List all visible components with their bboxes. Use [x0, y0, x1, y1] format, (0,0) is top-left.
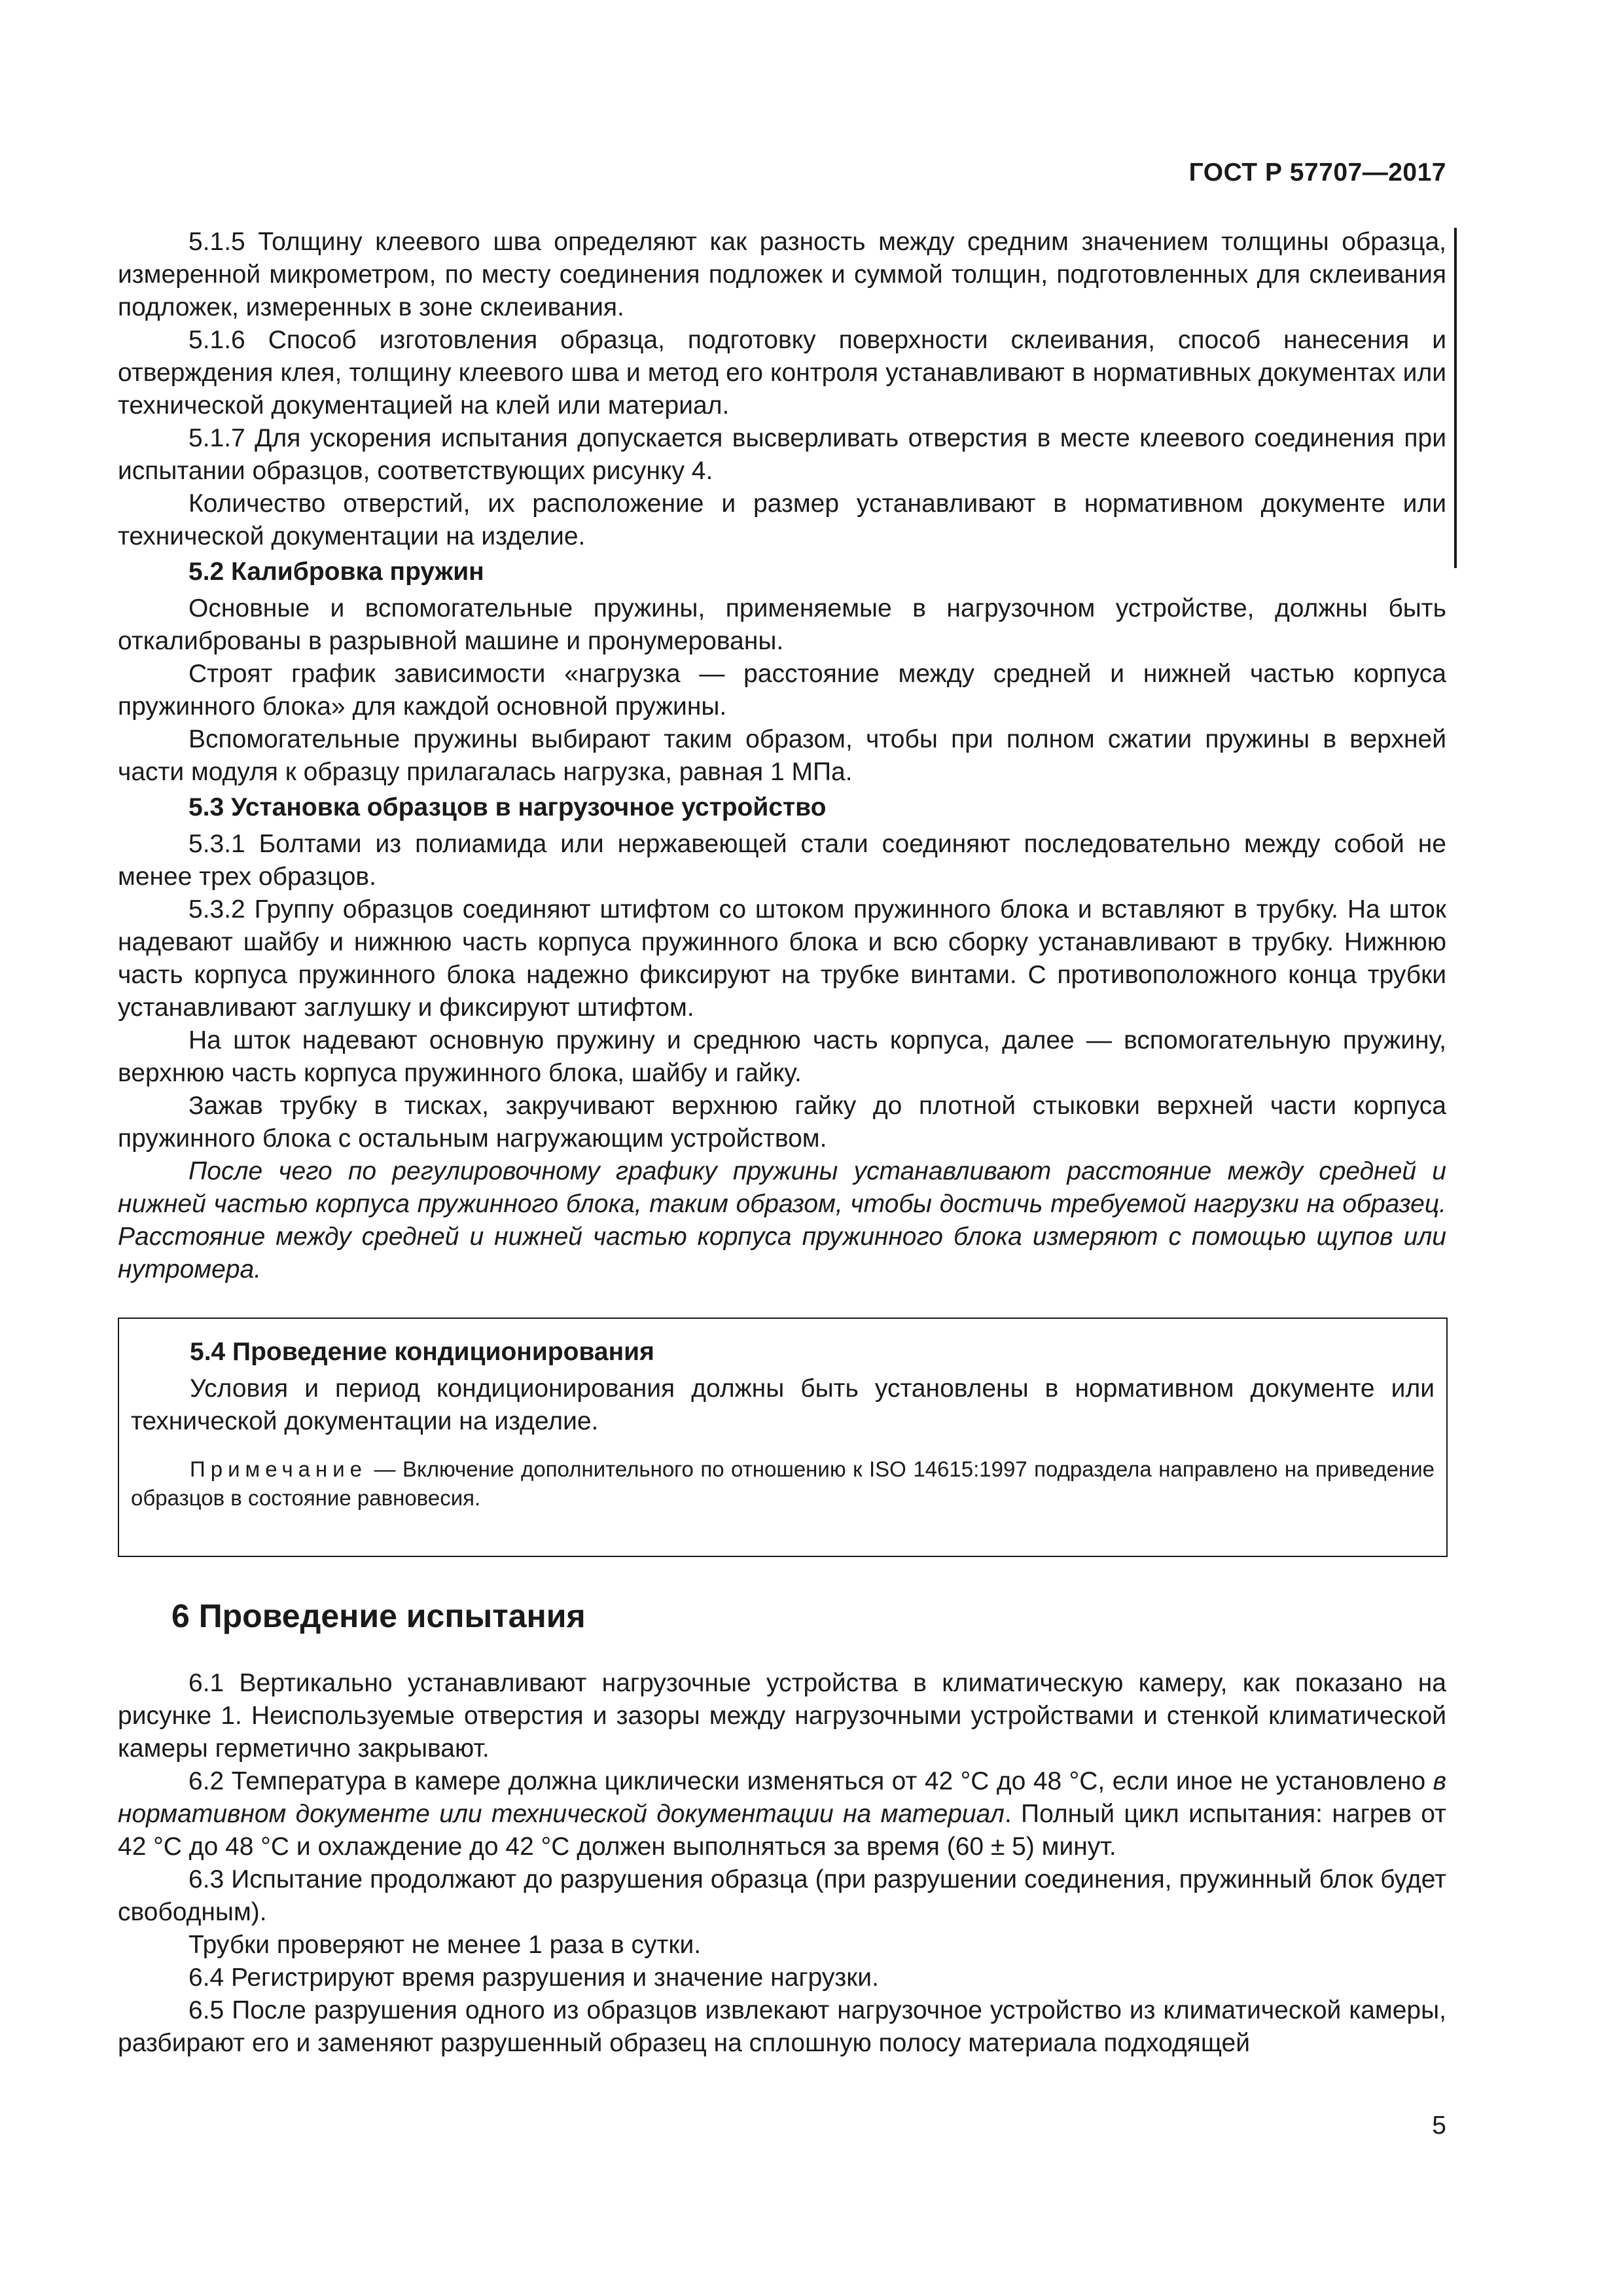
section-6-heading: 6 Проведение испытания	[171, 1598, 586, 1634]
note-text: — Включение дополнительного по отношению к ISO 14615:1997 подраздела направлено на приведение образцов в состояние равновесия.	[131, 1457, 1435, 1510]
paragraph-5-1-7: 5.1.7 Для ускорения испытания допускается высверливать отверстия в месте клеевого соединения при испытании образцов, соответствующих рисунку 4.	[118, 424, 1446, 485]
paragraph-6-2-c: . Полный цикл испытания: нагрев от 42 °С до 48 °С и охлаждение до 42 °С должен выполняться за время (60 ± 5) минут.	[118, 1800, 1446, 1861]
note-5-4	[119, 1455, 1435, 1513]
paragraph-6-3: 6.3 Испытание продолжают до разрушения образца (при разрушении соединения, пружинный блок будет свободным).	[118, 1865, 1446, 1926]
paragraph-5-3-2: 5.3.2 Группу образцов соединяют штифтом со штоком пружинного блока и вставляют в трубку. На шток надевают шайбу и нижнюю часть корпуса пружинного блока и всю сборку устанавливают в трубку. Нижнюю часть корпуса пружинного блока надежно фиксируют на трубке винтами. С противоположного конца трубки устанавливают заглушку и фиксируют штифтом.	[118, 895, 1446, 1022]
paragraph-6-2-a: 6.2 Температура в камере должна циклически изменяться от 42 °С до 48 °С, если иное не установлено	[188, 1767, 1433, 1795]
document-id-header: ГОСТ Р 57707—2017	[1188, 158, 1446, 187]
section-5-4-heading: 5.4 Проведение кондиционирования	[190, 1338, 654, 1366]
paragraph-6-3-b: Трубки проверяют не менее 1 раза в сутки.	[188, 1931, 702, 1959]
paragraph-5-3-2-italic: После чего по регулировочному графику пружины устанавливают расстояние между средней и нижней частью корпуса пружинного блока, таким образом, чтобы достичь требуемой нагрузки на образец. Расстояние между средней и нижней частью корпуса пружинного блока измеряют с помощью щупов или нутромера.	[118, 1157, 1446, 1283]
paragraph-5-1-7-holes: Количество отверстий, их расположение и размер устанавливают в нормативном документе или технической документации на изделие.	[118, 490, 1446, 550]
section-5-2-heading: 5.2 Калибровка пружин	[188, 558, 484, 586]
paragraph-6-1: 6.1 Вертикально устанавливают нагрузочные устройства в климатическую камеру, как показано на рисунке 1. Неиспользуемые отверстия и зазоры между нагрузочными устройствами и стенкой климатической камеры герметично закрывают.	[118, 1669, 1446, 1763]
paragraph-5-2-a: Основные и вспомогательные пружины, применяемые в нагрузочном устройстве, должны быть откалиброваны в разрывной машине и пронумерованы.	[118, 594, 1446, 655]
paragraph-5-2-c: Вспомогательные пружины выбирают таким образом, чтобы при полном сжатии пружины в верхней части модуля к образцу прилагалась нагрузка, равная 1 МПа.	[118, 725, 1446, 786]
paragraph-5-3-1: 5.3.1 Болтами из полиамида или нержавеющей стали соединяют последовательно между собой не менее трех образцов.	[118, 830, 1446, 891]
change-bar	[1454, 228, 1457, 568]
section-5-4-box	[118, 1318, 1448, 1557]
paragraph-6-2-italic: в нормативном документе или технической документации на материал	[118, 1767, 1446, 1828]
paragraph-5-3-2-b: На шток надевают основную пружину и среднюю часть корпуса, далее — вспомогательную пружину, верхнюю часть корпуса пружинного блока, шайбу и гайку.	[118, 1026, 1446, 1087]
section-5-3-heading: 5.3 Установка образцов в нагрузочное устройство	[188, 793, 827, 821]
paragraph-5-4: Условия и период кондиционирования должны быть установлены в нормативном документе или технической документации на изделие.	[131, 1374, 1435, 1435]
paragraph-6-5: 6.5 После разрушения одного из образцов извлекают нагрузочное устройство из климатической камеры, разбирают его и заменяют разрушенный образец на сплошную полосу материала подходящей	[118, 1996, 1446, 2057]
paragraph-5-3-2-c: Зажав трубку в тисках, закручивают верхнюю гайку до плотной стыковки верхней части корпуса пружинного блока с остальным нагружающим устройством.	[118, 1092, 1446, 1153]
note-label: Примечание	[190, 1457, 368, 1481]
page-number: 5	[1432, 2111, 1446, 2140]
paragraph-5-2-b: Строят график зависимости «нагрузка — расстояние между средней и нижней частью корпуса пружинного блока» для каждой основной пружины.	[118, 660, 1446, 721]
paragraph-6-4: 6.4 Регистрируют время разрушения и значение нагрузки.	[188, 1964, 879, 1992]
paragraph-5-1-5: 5.1.5 Толщину клеевого шва определяют как разность между средним значением толщины образца, измеренной микрометром, по месту соединения подложек и суммой толщин, подготовленных для склеивания подложек, измеренных в зоне склеивания.	[118, 228, 1446, 321]
paragraph-5-1-6: 5.1.6 Способ изготовления образца, подготовку поверхности склеивания, способ нанесения и отверждения клея, толщину клеевого шва и метод его контроля устанавливают в нормативных документах или технической документацией на клей или материал.	[118, 326, 1446, 420]
paragraph-6-2	[118, 1765, 1446, 1863]
page-body	[118, 226, 1446, 2060]
